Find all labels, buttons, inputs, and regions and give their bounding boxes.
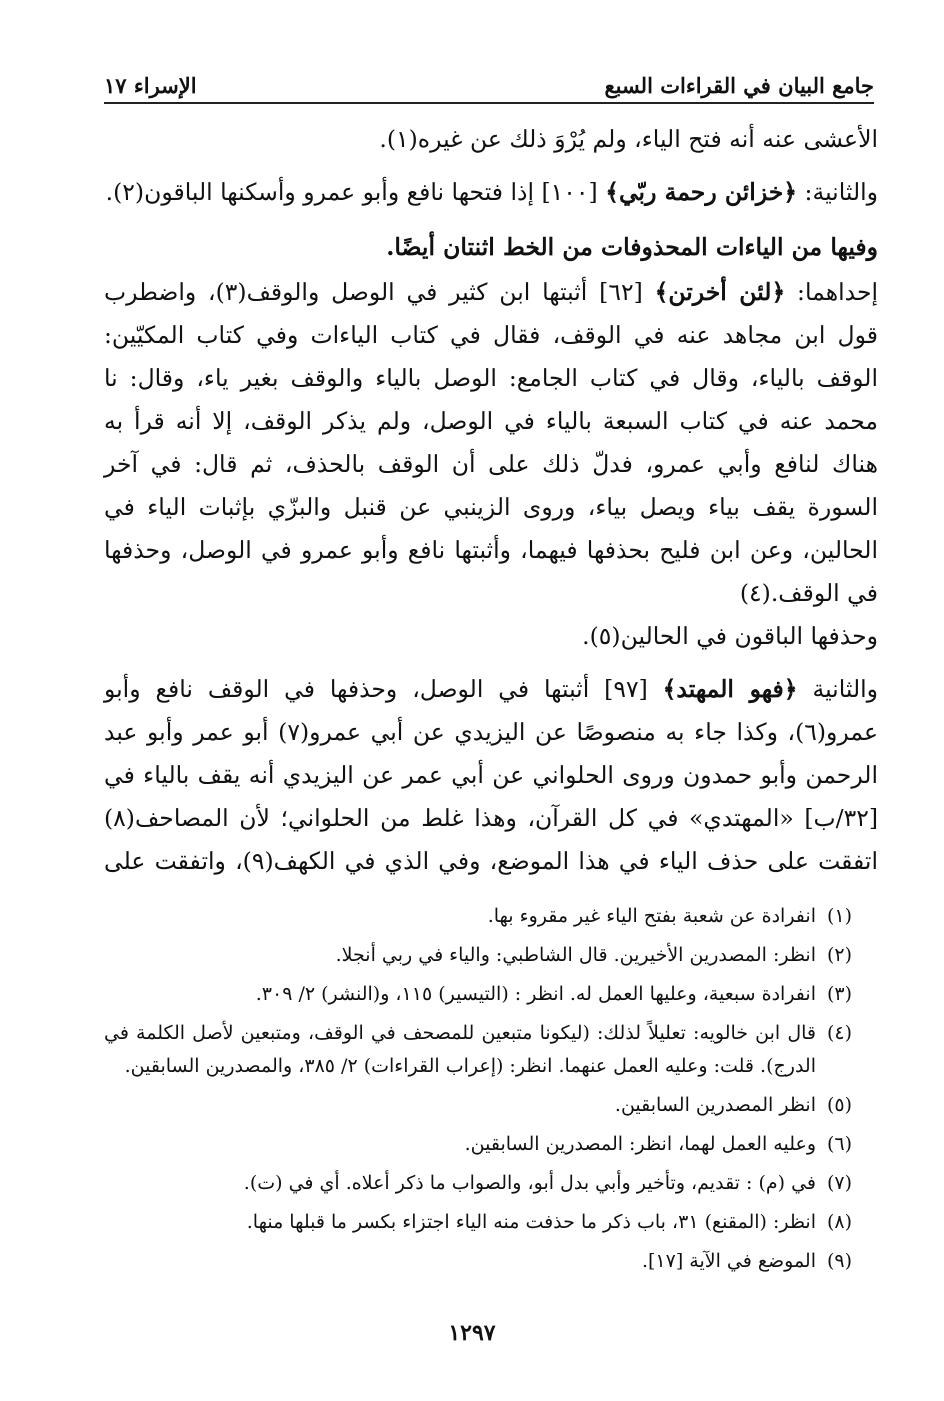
footnote bbox=[104, 900, 852, 933]
paragraph bbox=[104, 668, 878, 883]
paragraph: وحذفها الباقون في الحالين(٥). bbox=[582, 622, 878, 650]
footnote bbox=[104, 1206, 852, 1239]
footnote-text: انفرادة عن شعبة بفتح الياء غير مقروء بها. bbox=[487, 905, 816, 927]
text-run: [٩٧] أثبتها في الوصل، وحذفها في الوقف نافع وأبو عمرو(٦)، وكذا جاء به منصوصًا عن اليزيدي عن أبي عمرو(٧) أبو عمر وأبو عبد الرحمن وأبو حمدون وروى الحلواني عن أبي عمر عن اليزيدي أنه يقف بالياء في [٣٢/ب] «المهتدي» في كل القرآن، وهذا غلط من الحلواني؛ لأن المصاحف(٨) اتفقت على حذف الياء في هذا الموضع، وفي الذي في الكهف(٩)، واتفقت على bbox=[104, 675, 878, 875]
surah-label: الإسراء ١٧ bbox=[104, 73, 197, 98]
footnote-number: (٩) bbox=[826, 1250, 852, 1272]
footnote-number: (٥) bbox=[826, 1094, 852, 1116]
footnote bbox=[104, 1128, 852, 1161]
footnote-number: (٤) bbox=[826, 1022, 852, 1044]
footnote-number: (١) bbox=[826, 905, 852, 927]
footnote-number: (٢) bbox=[826, 944, 852, 966]
running-header bbox=[104, 62, 874, 104]
quran-quote: ﴿فهو المهتد﴾ bbox=[662, 675, 798, 703]
book-title: جامع البيان في القراءات السبع bbox=[604, 73, 874, 98]
section-heading: وفيها من الياءات المحذوفات من الخط اثنتان أيضًا. bbox=[386, 233, 878, 261]
footnote-text: قال ابن خالويه: تعليلاً لذلك: (ليكونا متبعين للمصحف في الوقف، ومتبعين لأصل الكلمة في الدرج). قلت: وعليه العمل عنهما. انظر: (إعراب القراءات) ٢/ ٣٨٥، والمصدرين السابقين. bbox=[104, 1022, 816, 1077]
footnote-number: (٨) bbox=[826, 1211, 852, 1233]
footnote-text: وعليه العمل لهما، انظر: المصدرين السابقين. bbox=[464, 1133, 816, 1155]
page-number: ١٢٩٧ bbox=[448, 1320, 496, 1346]
main-text bbox=[104, 118, 878, 883]
footnote-text: انظر: (المقنع) ٣١، باب ذكر ما حذفت منه الياء اجتزاء بكسر ما قبلها منها. bbox=[246, 1211, 816, 1233]
footnote-number: (٧) bbox=[826, 1172, 852, 1194]
footnote-number: (٦) bbox=[826, 1133, 852, 1155]
footnote bbox=[104, 1089, 852, 1122]
quran-quote: ﴿خزائن رحمة ربّي﴾ bbox=[605, 178, 798, 206]
footnote-text: انظر المصدرين السابقين. bbox=[614, 1094, 816, 1116]
footnote-text: انفرادة سبعية، وعليها العمل له. انظر : (التيسير) ١١٥، و(النشر) ٢/ ٣٠٩. bbox=[255, 983, 816, 1005]
text-run: إحداهما: bbox=[785, 278, 879, 306]
paragraph: الأعشى عنه أنه فتح الياء، ولم يُرْوَ ذلك عن غيره(١). bbox=[379, 125, 878, 153]
text-run: والثانية: bbox=[797, 178, 878, 206]
text-run: [٦٢] أثبتها ابن كثير في الوصل والوقف(٣)، واضطرب قول ابن مجاهد عنه في الوقف، فقال في كتاب الياءات وفي كتاب المكيّين: الوقف بالياء، وقال في كتاب الجامع: الوصل بالياء والوقف بغير ياء، وقال: نا محمد عنه في كتاب السبعة بالياء في الوصل، ولم يذكر الوقف، إلا أنه قرأ به هناك لنافع وأبي عمرو، فدلّ ذلك على أن الوقف بالحذف، ثم قال: في آخر السورة يقف بياء ويصل بياء، وروى الزينبي عن قنبل والبزّي بإثبات الياء في الحالين، وعن ابن فليح بحذفها فيهما، وأثبتها نافع وأبو عمرو في الوصل، وحذفها في الوقف.(٤) bbox=[104, 278, 878, 607]
footnote bbox=[104, 978, 852, 1011]
footnote bbox=[104, 1017, 852, 1083]
footnote-text: انظر: المصدرين الأخيرين. قال الشاطبي: والياء في ربي أنجلا. bbox=[335, 944, 816, 966]
footnote-number: (٣) bbox=[826, 983, 852, 1005]
footnote bbox=[104, 939, 852, 972]
footnote bbox=[104, 1167, 852, 1200]
text-run: [١٠٠] إذا فتحها نافع وأبو عمرو وأسكنها الباقون(٢). bbox=[105, 178, 606, 206]
quran-quote: ﴿لئن أخرتن﴾ bbox=[654, 278, 786, 306]
footnote-text: في (م) : تقديم، وتأخير وأبي بدل أبو، والصواب ما ذكر أعلاه. أي في (ت). bbox=[243, 1172, 816, 1194]
footnotes bbox=[104, 900, 852, 1284]
footnote-text: الموضع في الآية [١٧]. bbox=[641, 1250, 816, 1272]
paragraph bbox=[104, 171, 878, 214]
paragraph bbox=[104, 271, 878, 615]
footnote bbox=[104, 1245, 852, 1278]
text-run: والثانية bbox=[797, 675, 878, 703]
